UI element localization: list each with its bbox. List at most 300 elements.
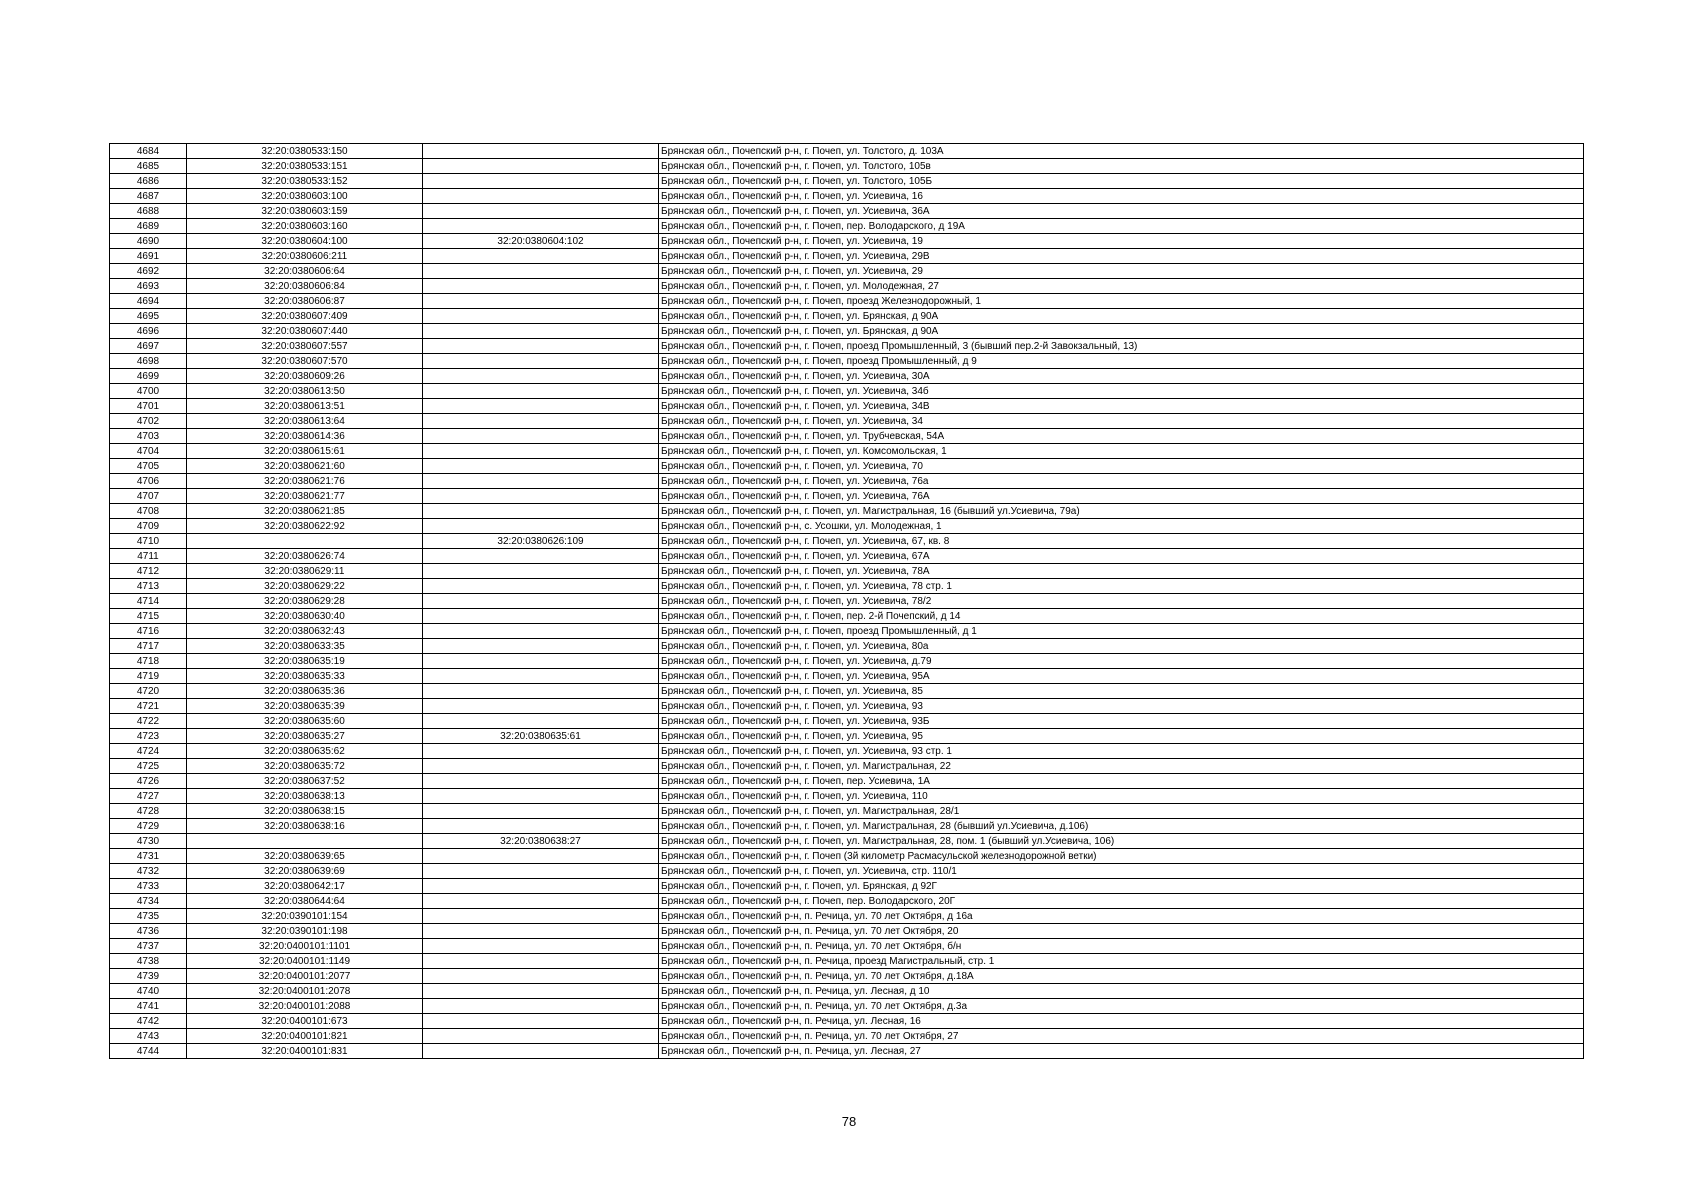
cadastral-number-cell: 32:20:0380637:52 — [187, 774, 423, 789]
linked-cadastral-number-cell — [423, 444, 659, 459]
address-cell: Брянская обл., Почепский р-н, г. Почеп, проезд Промышленный, 3 (бывший пер.2-й Завокзальный, 13) — [659, 339, 1584, 354]
cadastral-number-cell: 32:20:0380607:440 — [187, 324, 423, 339]
linked-cadastral-number-cell — [423, 264, 659, 279]
cadastral-number-cell: 32:20:0380635:72 — [187, 759, 423, 774]
registry-table-body — [110, 144, 1584, 1059]
linked-cadastral-number-cell: 32:20:0380626:109 — [423, 534, 659, 549]
row-number-cell: 4712 — [110, 564, 187, 579]
table-row — [110, 759, 1584, 774]
row-number-cell: 4685 — [110, 159, 187, 174]
address-cell: Брянская обл., Почепский р-н, г. Почеп, ул. Магистральная, 28 (бывший ул.Усиевича, д.106) — [659, 819, 1584, 834]
address-cell: Брянская обл., Почепский р-н, г. Почеп, ул. Усиевича, 78А — [659, 564, 1584, 579]
table-row — [110, 429, 1584, 444]
cadastral-number-cell: 32:20:0380621:77 — [187, 489, 423, 504]
linked-cadastral-number-cell: 32:20:0380635:61 — [423, 729, 659, 744]
linked-cadastral-number-cell — [423, 579, 659, 594]
row-number-cell: 4695 — [110, 309, 187, 324]
cadastral-number-cell: 32:20:0400101:2088 — [187, 999, 423, 1014]
cadastral-number-cell: 32:20:0380630:40 — [187, 609, 423, 624]
table-row — [110, 639, 1584, 654]
table-row — [110, 144, 1584, 159]
address-cell: Брянская обл., Почепский р-н, г. Почеп, ул. Усиевича, 93 — [659, 699, 1584, 714]
cadastral-number-cell: 32:20:0380635:19 — [187, 654, 423, 669]
table-row — [110, 984, 1584, 999]
row-number-cell: 4716 — [110, 624, 187, 639]
linked-cadastral-number-cell — [423, 564, 659, 579]
cadastral-number-cell: 32:20:0400101:2078 — [187, 984, 423, 999]
table-row — [110, 414, 1584, 429]
linked-cadastral-number-cell — [423, 189, 659, 204]
linked-cadastral-number-cell — [423, 849, 659, 864]
table-row — [110, 864, 1584, 879]
table-row — [110, 744, 1584, 759]
address-cell: Брянская обл., Почепский р-н, г. Почеп, пер. Володарского, 20Г — [659, 894, 1584, 909]
address-cell: Брянская обл., Почепский р-н, г. Почеп, пер. 2-й Почепский, д 14 — [659, 609, 1584, 624]
address-cell: Брянская обл., Почепский р-н, г. Почеп, ул. Усиевича, 76А — [659, 489, 1584, 504]
cadastral-number-cell: 32:20:0380607:557 — [187, 339, 423, 354]
table-row — [110, 534, 1584, 549]
cadastral-number-cell: 32:20:0380607:409 — [187, 309, 423, 324]
cadastral-number-cell: 32:20:0380635:39 — [187, 699, 423, 714]
cadastral-number-cell: 32:20:0380603:100 — [187, 189, 423, 204]
row-number-cell: 4711 — [110, 549, 187, 564]
cadastral-number-cell: 32:20:0380629:11 — [187, 564, 423, 579]
cadastral-number-cell: 32:20:0380603:160 — [187, 219, 423, 234]
table-row — [110, 1014, 1584, 1029]
linked-cadastral-number-cell — [423, 489, 659, 504]
table-row — [110, 384, 1584, 399]
row-number-cell: 4705 — [110, 459, 187, 474]
address-cell: Брянская обл., Почепский р-н, г. Почеп, ул. Усиевича, 95А — [659, 669, 1584, 684]
table-row — [110, 519, 1584, 534]
row-number-cell: 4740 — [110, 984, 187, 999]
table-row — [110, 159, 1584, 174]
table-row — [110, 564, 1584, 579]
row-number-cell: 4713 — [110, 579, 187, 594]
linked-cadastral-number-cell — [423, 1044, 659, 1059]
row-number-cell: 4733 — [110, 879, 187, 894]
cadastral-number-cell: 32:20:0380638:16 — [187, 819, 423, 834]
table-row — [110, 549, 1584, 564]
table-row — [110, 309, 1584, 324]
linked-cadastral-number-cell — [423, 339, 659, 354]
row-number-cell: 4722 — [110, 714, 187, 729]
linked-cadastral-number-cell — [423, 984, 659, 999]
cadastral-number-cell: 32:20:0380638:13 — [187, 789, 423, 804]
cadastral-number-cell: 32:20:0380622:92 — [187, 519, 423, 534]
row-number-cell: 4726 — [110, 774, 187, 789]
cadastral-number-cell: 32:20:0380615:61 — [187, 444, 423, 459]
linked-cadastral-number-cell — [423, 519, 659, 534]
table-row — [110, 789, 1584, 804]
address-cell: Брянская обл., Почепский р-н, г. Почеп, ул. Усиевича, 93Б — [659, 714, 1584, 729]
address-cell: Брянская обл., Почепский р-н, п. Речица, ул. Лесная, 16 — [659, 1014, 1584, 1029]
table-row — [110, 204, 1584, 219]
linked-cadastral-number-cell — [423, 714, 659, 729]
row-number-cell: 4694 — [110, 294, 187, 309]
table-row — [110, 339, 1584, 354]
row-number-cell: 4697 — [110, 339, 187, 354]
linked-cadastral-number-cell — [423, 789, 659, 804]
table-row — [110, 189, 1584, 204]
linked-cadastral-number-cell — [423, 249, 659, 264]
address-cell: Брянская обл., Почепский р-н, п. Речица, ул. 70 лет Октября, д.18А — [659, 969, 1584, 984]
table-row — [110, 774, 1584, 789]
cadastral-number-cell: 32:20:0380609:26 — [187, 369, 423, 384]
address-cell: Брянская обл., Почепский р-н, п. Речица, проезд Магистральный, стр. 1 — [659, 954, 1584, 969]
address-cell: Брянская обл., Почепский р-н, п. Речица, ул. Лесная, д 10 — [659, 984, 1584, 999]
cadastral-number-cell: 32:20:0380533:151 — [187, 159, 423, 174]
cadastral-number-cell: 32:20:0390101:198 — [187, 924, 423, 939]
table-row — [110, 684, 1584, 699]
address-cell: Брянская обл., Почепский р-н, п. Речица, ул. 70 лет Октября, д.3а — [659, 999, 1584, 1014]
table-row — [110, 249, 1584, 264]
table-row — [110, 324, 1584, 339]
table-row — [110, 444, 1584, 459]
address-cell: Брянская обл., Почепский р-н, г. Почеп, ул. Трубчевская, 54А — [659, 429, 1584, 444]
table-row — [110, 654, 1584, 669]
table-row — [110, 669, 1584, 684]
table-row — [110, 729, 1584, 744]
address-cell: Брянская обл., Почепский р-н, г. Почеп, ул. Усиевича, 67А — [659, 549, 1584, 564]
registry-table — [109, 143, 1584, 1059]
row-number-cell: 4724 — [110, 744, 187, 759]
cadastral-number-cell: 32:20:0380629:28 — [187, 594, 423, 609]
table-row — [110, 489, 1584, 504]
cadastral-number-cell: 32:20:0380632:43 — [187, 624, 423, 639]
row-number-cell: 4706 — [110, 474, 187, 489]
row-number-cell: 4710 — [110, 534, 187, 549]
table-row — [110, 279, 1584, 294]
linked-cadastral-number-cell — [423, 894, 659, 909]
address-cell: Брянская обл., Почепский р-н, г. Почеп, ул. Магистральная, 22 — [659, 759, 1584, 774]
address-cell: Брянская обл., Почепский р-н, г. Почеп, ул. Усиевича, 67, кв. 8 — [659, 534, 1584, 549]
address-cell: Брянская обл., Почепский р-н, г. Почеп, ул. Магистральная, 28, пом. 1 (бывший ул.Усиевича, 106) — [659, 834, 1584, 849]
table-row — [110, 999, 1584, 1014]
linked-cadastral-number-cell — [423, 474, 659, 489]
address-cell: Брянская обл., Почепский р-н, г. Почеп, проезд Железнодорожный, 1 — [659, 294, 1584, 309]
linked-cadastral-number-cell — [423, 459, 659, 474]
table-row — [110, 399, 1584, 414]
linked-cadastral-number-cell — [423, 384, 659, 399]
linked-cadastral-number-cell — [423, 639, 659, 654]
row-number-cell: 4714 — [110, 594, 187, 609]
row-number-cell: 4715 — [110, 609, 187, 624]
table-row — [110, 474, 1584, 489]
linked-cadastral-number-cell — [423, 309, 659, 324]
linked-cadastral-number-cell — [423, 924, 659, 939]
row-number-cell: 4688 — [110, 204, 187, 219]
address-cell: Брянская обл., Почепский р-н, г. Почеп, пер. Усиевича, 1А — [659, 774, 1584, 789]
linked-cadastral-number-cell — [423, 144, 659, 159]
row-number-cell: 4720 — [110, 684, 187, 699]
table-row — [110, 609, 1584, 624]
linked-cadastral-number-cell — [423, 819, 659, 834]
table-row — [110, 174, 1584, 189]
address-cell: Брянская обл., Почепский р-н, г. Почеп, ул. Усиевича, 36А — [659, 204, 1584, 219]
address-cell: Брянская обл., Почепский р-н, г. Почеп, ул. Усиевича, 29 — [659, 264, 1584, 279]
linked-cadastral-number-cell — [423, 774, 659, 789]
row-number-cell: 4693 — [110, 279, 187, 294]
cadastral-number-cell: 32:20:0380606:84 — [187, 279, 423, 294]
cadastral-number-cell: 32:20:0400101:831 — [187, 1044, 423, 1059]
address-cell: Брянская обл., Почепский р-н, г. Почеп, ул. Магистральная, 28/1 — [659, 804, 1584, 819]
cadastral-number-cell — [187, 534, 423, 549]
linked-cadastral-number-cell — [423, 219, 659, 234]
row-number-cell: 4686 — [110, 174, 187, 189]
address-cell: Брянская обл., Почепский р-н, г. Почеп, ул. Брянская, д 92Г — [659, 879, 1584, 894]
address-cell: Брянская обл., Почепский р-н, г. Почеп, ул. Усиевича, 30А — [659, 369, 1584, 384]
table-row — [110, 909, 1584, 924]
row-number-cell: 4742 — [110, 1014, 187, 1029]
page-number: 78 — [841, 1114, 857, 1129]
table-row — [110, 879, 1584, 894]
address-cell: Брянская обл., Почепский р-н, г. Почеп, ул. Толстого, 105в — [659, 159, 1584, 174]
linked-cadastral-number-cell — [423, 414, 659, 429]
linked-cadastral-number-cell — [423, 204, 659, 219]
row-number-cell: 4704 — [110, 444, 187, 459]
row-number-cell: 4739 — [110, 969, 187, 984]
linked-cadastral-number-cell — [423, 324, 659, 339]
linked-cadastral-number-cell — [423, 939, 659, 954]
address-cell: Брянская обл., Почепский р-н, г. Почеп, проезд Промышленный, д 9 — [659, 354, 1584, 369]
cadastral-number-cell: 32:20:0390101:154 — [187, 909, 423, 924]
table-row — [110, 1029, 1584, 1044]
table-row — [110, 699, 1584, 714]
table-row — [110, 804, 1584, 819]
cadastral-number-cell: 32:20:0380635:62 — [187, 744, 423, 759]
cadastral-number-cell: 32:20:0380606:211 — [187, 249, 423, 264]
row-number-cell: 4698 — [110, 354, 187, 369]
cadastral-number-cell: 32:20:0380533:150 — [187, 144, 423, 159]
address-cell: Брянская обл., Почепский р-н, г. Почеп, ул. Усиевича, 19 — [659, 234, 1584, 249]
row-number-cell: 4743 — [110, 1029, 187, 1044]
cadastral-number-cell: 32:20:0400101:1149 — [187, 954, 423, 969]
table-row — [110, 504, 1584, 519]
linked-cadastral-number-cell — [423, 594, 659, 609]
row-number-cell: 4687 — [110, 189, 187, 204]
row-number-cell: 4692 — [110, 264, 187, 279]
row-number-cell: 4732 — [110, 864, 187, 879]
table-row — [110, 954, 1584, 969]
linked-cadastral-number-cell — [423, 744, 659, 759]
linked-cadastral-number-cell — [423, 654, 659, 669]
table-row — [110, 354, 1584, 369]
table-row — [110, 819, 1584, 834]
address-cell: Брянская обл., Почепский р-н, г. Почеп, ул. Усиевича, 80а — [659, 639, 1584, 654]
row-number-cell: 4717 — [110, 639, 187, 654]
address-cell: Брянская обл., Почепский р-н, г. Почеп, ул. Толстого, д. 103А — [659, 144, 1584, 159]
linked-cadastral-number-cell — [423, 369, 659, 384]
cadastral-number-cell: 32:20:0380626:74 — [187, 549, 423, 564]
address-cell: Брянская обл., Почепский р-н, п. Речица, ул. 70 лет Октября, 20 — [659, 924, 1584, 939]
table-row — [110, 594, 1584, 609]
row-number-cell: 4690 — [110, 234, 187, 249]
address-cell: Брянская обл., Почепский р-н, г. Почеп, ул. Молодежная, 27 — [659, 279, 1584, 294]
row-number-cell: 4723 — [110, 729, 187, 744]
table-row — [110, 924, 1584, 939]
row-number-cell: 4736 — [110, 924, 187, 939]
cadastral-number-cell: 32:20:0380613:64 — [187, 414, 423, 429]
row-number-cell: 4721 — [110, 699, 187, 714]
row-number-cell: 4744 — [110, 1044, 187, 1059]
table-row — [110, 894, 1584, 909]
row-number-cell: 4691 — [110, 249, 187, 264]
cadastral-number-cell: 32:20:0380613:50 — [187, 384, 423, 399]
cadastral-number-cell: 32:20:0380635:33 — [187, 669, 423, 684]
linked-cadastral-number-cell — [423, 909, 659, 924]
address-cell: Брянская обл., Почепский р-н, г. Почеп, ул. Усиевича, 34б — [659, 384, 1584, 399]
address-cell: Брянская обл., Почепский р-н, г. Почеп, ул. Усиевича, 95 — [659, 729, 1584, 744]
address-cell: Брянская обл., Почепский р-н, г. Почеп, ул. Усиевича, 93 стр. 1 — [659, 744, 1584, 759]
address-cell: Брянская обл., Почепский р-н, г. Почеп (3й километр Расмасульской железнодорожной ветки) — [659, 849, 1584, 864]
linked-cadastral-number-cell — [423, 1029, 659, 1044]
row-number-cell: 4738 — [110, 954, 187, 969]
row-number-cell: 4727 — [110, 789, 187, 804]
address-cell: Брянская обл., Почепский р-н, г. Почеп, ул. Усиевича, 85 — [659, 684, 1584, 699]
address-cell: Брянская обл., Почепский р-н, г. Почеп, ул. Комсомольская, 1 — [659, 444, 1584, 459]
cadastral-number-cell: 32:20:0380621:85 — [187, 504, 423, 519]
row-number-cell: 4729 — [110, 819, 187, 834]
row-number-cell: 4725 — [110, 759, 187, 774]
row-number-cell: 4718 — [110, 654, 187, 669]
address-cell: Брянская обл., Почепский р-н, г. Почеп, ул. Усиевича, 29В — [659, 249, 1584, 264]
table-row — [110, 939, 1584, 954]
address-cell: Брянская обл., Почепский р-н, г. Почеп, ул. Магистральная, 16 (бывший ул.Усиевича, 79а) — [659, 504, 1584, 519]
address-cell: Брянская обл., Почепский р-н, г. Почеп, ул. Усиевича, 34В — [659, 399, 1584, 414]
cadastral-number-cell: 32:20:0380614:36 — [187, 429, 423, 444]
linked-cadastral-number-cell — [423, 969, 659, 984]
linked-cadastral-number-cell — [423, 399, 659, 414]
row-number-cell: 4699 — [110, 369, 187, 384]
cadastral-number-cell: 32:20:0380644:64 — [187, 894, 423, 909]
linked-cadastral-number-cell — [423, 294, 659, 309]
linked-cadastral-number-cell — [423, 804, 659, 819]
cadastral-number-cell: 32:20:0380635:36 — [187, 684, 423, 699]
row-number-cell: 4702 — [110, 414, 187, 429]
address-cell: Брянская обл., Почепский р-н, г. Почеп, ул. Усиевича, д.79 — [659, 654, 1584, 669]
table-row — [110, 459, 1584, 474]
cadastral-number-cell — [187, 834, 423, 849]
linked-cadastral-number-cell — [423, 504, 659, 519]
cadastral-number-cell: 32:20:0380639:65 — [187, 849, 423, 864]
cadastral-number-cell: 32:20:0380642:17 — [187, 879, 423, 894]
address-cell: Брянская обл., Почепский р-н, г. Почеп, ул. Усиевича, 110 — [659, 789, 1584, 804]
row-number-cell: 4735 — [110, 909, 187, 924]
row-number-cell: 4700 — [110, 384, 187, 399]
table-row — [110, 294, 1584, 309]
linked-cadastral-number-cell — [423, 624, 659, 639]
row-number-cell: 4709 — [110, 519, 187, 534]
cadastral-number-cell: 32:20:0400101:2077 — [187, 969, 423, 984]
address-cell: Брянская обл., Почепский р-н, г. Почеп, ул. Усиевича, стр. 110/1 — [659, 864, 1584, 879]
linked-cadastral-number-cell — [423, 669, 659, 684]
linked-cadastral-number-cell — [423, 999, 659, 1014]
linked-cadastral-number-cell: 32:20:0380638:27 — [423, 834, 659, 849]
linked-cadastral-number-cell — [423, 699, 659, 714]
linked-cadastral-number-cell — [423, 864, 659, 879]
address-cell: Брянская обл., Почепский р-н, г. Почеп, ул. Усиевича, 76а — [659, 474, 1584, 489]
cadastral-number-cell: 32:20:0400101:1101 — [187, 939, 423, 954]
linked-cadastral-number-cell — [423, 354, 659, 369]
table-row — [110, 624, 1584, 639]
row-number-cell: 4696 — [110, 324, 187, 339]
row-number-cell: 4730 — [110, 834, 187, 849]
linked-cadastral-number-cell — [423, 879, 659, 894]
cadastral-number-cell: 32:20:0380621:60 — [187, 459, 423, 474]
address-cell: Брянская обл., Почепский р-н, г. Почеп, ул. Усиевича, 70 — [659, 459, 1584, 474]
address-cell: Брянская обл., Почепский р-н, г. Почеп, ул. Усиевича, 78 стр. 1 — [659, 579, 1584, 594]
address-cell: Брянская обл., Почепский р-н, п. Речица, ул. 70 лет Октября, б/н — [659, 939, 1584, 954]
row-number-cell: 4684 — [110, 144, 187, 159]
cadastral-number-cell: 32:20:0380604:100 — [187, 234, 423, 249]
address-cell: Брянская обл., Почепский р-н, г. Почеп, ул. Толстого, 105Б — [659, 174, 1584, 189]
address-cell: Брянская обл., Почепский р-н, п. Речица, ул. 70 лет Октября, 27 — [659, 1029, 1584, 1044]
linked-cadastral-number-cell — [423, 609, 659, 624]
linked-cadastral-number-cell — [423, 549, 659, 564]
table-row — [110, 234, 1584, 249]
cadastral-number-cell: 32:20:0380635:27 — [187, 729, 423, 744]
row-number-cell: 4728 — [110, 804, 187, 819]
address-cell: Брянская обл., Почепский р-н, г. Почеп, ул. Брянская, д 90А — [659, 309, 1584, 324]
cadastral-number-cell: 32:20:0400101:673 — [187, 1014, 423, 1029]
table-row — [110, 849, 1584, 864]
row-number-cell: 4708 — [110, 504, 187, 519]
row-number-cell: 4701 — [110, 399, 187, 414]
cadastral-number-cell: 32:20:0380613:51 — [187, 399, 423, 414]
cadastral-number-cell: 32:20:0380639:69 — [187, 864, 423, 879]
cadastral-number-cell: 32:20:0380606:87 — [187, 294, 423, 309]
table-row — [110, 264, 1584, 279]
linked-cadastral-number-cell — [423, 684, 659, 699]
cadastral-number-cell: 32:20:0380621:76 — [187, 474, 423, 489]
address-cell: Брянская обл., Почепский р-н, п. Речица, ул. 70 лет Октября, д 16а — [659, 909, 1584, 924]
cadastral-number-cell: 32:20:0380635:60 — [187, 714, 423, 729]
linked-cadastral-number-cell — [423, 1014, 659, 1029]
address-cell: Брянская обл., Почепский р-н, г. Почеп, проезд Промышленный, д 1 — [659, 624, 1584, 639]
address-cell: Брянская обл., Почепский р-н, п. Речица, ул. Лесная, 27 — [659, 1044, 1584, 1059]
cadastral-number-cell: 32:20:0380629:22 — [187, 579, 423, 594]
linked-cadastral-number-cell: 32:20:0380604:102 — [423, 234, 659, 249]
address-cell: Брянская обл., Почепский р-н, г. Почеп, ул. Брянская, д 90А — [659, 324, 1584, 339]
cadastral-number-cell: 32:20:0380606:64 — [187, 264, 423, 279]
cadastral-number-cell: 32:20:0380607:570 — [187, 354, 423, 369]
table-row — [110, 969, 1584, 984]
cadastral-number-cell: 32:20:0380633:35 — [187, 639, 423, 654]
linked-cadastral-number-cell — [423, 279, 659, 294]
address-cell: Брянская обл., Почепский р-н, г. Почеп, ул. Усиевича, 34 — [659, 414, 1584, 429]
cadastral-number-cell: 32:20:0380638:15 — [187, 804, 423, 819]
table-row — [110, 714, 1584, 729]
row-number-cell: 4707 — [110, 489, 187, 504]
row-number-cell: 4737 — [110, 939, 187, 954]
linked-cadastral-number-cell — [423, 759, 659, 774]
table-row — [110, 579, 1584, 594]
address-cell: Брянская обл., Почепский р-н, г. Почеп, ул. Усиевича, 78/2 — [659, 594, 1584, 609]
row-number-cell: 4703 — [110, 429, 187, 444]
row-number-cell: 4741 — [110, 999, 187, 1014]
address-cell: Брянская обл., Почепский р-н, г. Почеп, пер. Володарского, д 19А — [659, 219, 1584, 234]
row-number-cell: 4734 — [110, 894, 187, 909]
linked-cadastral-number-cell — [423, 429, 659, 444]
cadastral-number-cell: 32:20:0380533:152 — [187, 174, 423, 189]
table-row — [110, 1044, 1584, 1059]
table-row — [110, 369, 1584, 384]
row-number-cell: 4731 — [110, 849, 187, 864]
address-cell: Брянская обл., Почепский р-н, г. Почеп, ул. Усиевича, 16 — [659, 189, 1584, 204]
row-number-cell: 4689 — [110, 219, 187, 234]
cadastral-number-cell: 32:20:0380603:159 — [187, 204, 423, 219]
